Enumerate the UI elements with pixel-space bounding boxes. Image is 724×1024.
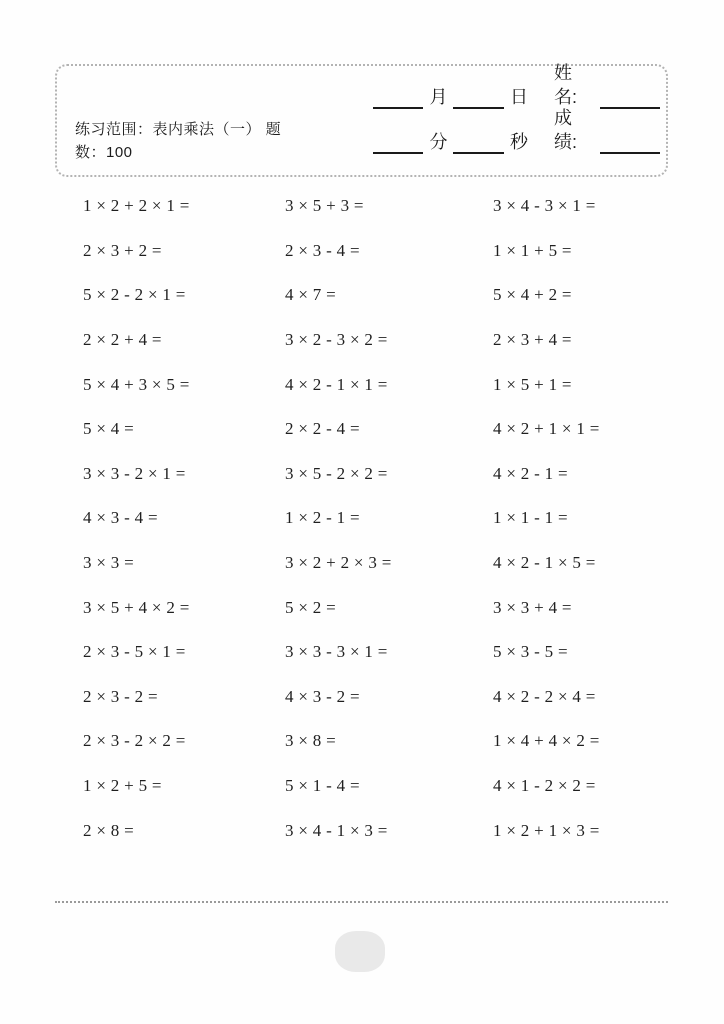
- second-blank: [453, 134, 503, 154]
- problem-cell-r3-c1: 5 × 2 - 2 × 1 =: [83, 285, 186, 305]
- practice-scope: [75, 118, 281, 164]
- problem-cell-r15-c2: 3 × 4 - 1 × 3 =: [285, 820, 388, 840]
- problem-cell-r6-c3: 4 × 2 + 1 × 1 =: [493, 419, 600, 439]
- header-fields: [367, 63, 666, 154]
- problem-cell-r6-c1: 5 × 4 =: [83, 419, 135, 439]
- problems-grid: [83, 184, 673, 853]
- problem-cell-r2-c2: 2 × 3 - 4 =: [285, 240, 360, 260]
- problem-cell-r1-c2: 3 × 5 + 3 =: [285, 196, 364, 216]
- problem-cell-r2-c1: 2 × 3 + 2 =: [83, 240, 162, 260]
- problem-cell-r10-c2: 5 × 2 =: [285, 597, 337, 617]
- problem-cell-r11-c1: 2 × 3 - 5 × 1 =: [83, 642, 186, 662]
- problem-cell-r12-c3: 4 × 2 - 2 × 4 =: [493, 686, 596, 706]
- minute-label: 分: [429, 132, 448, 152]
- problem-cell-r12-c2: 4 × 3 - 2 =: [285, 686, 360, 706]
- second-label: 秒: [509, 132, 528, 152]
- problem-cell-r4-c2: 3 × 2 - 3 × 2 =: [285, 330, 388, 350]
- problem-cell-r9-c3: 4 × 2 - 1 × 5 =: [493, 553, 596, 573]
- problem-cell-r5-c2: 4 × 2 - 1 × 1 =: [285, 374, 388, 394]
- problem-cell-r13-c3: 1 × 4 + 4 × 2 =: [493, 731, 600, 751]
- problem-cell-r15-c3: 1 × 2 + 1 × 3 =: [493, 820, 600, 840]
- day-label: 日: [509, 87, 528, 107]
- month-label: 月: [429, 87, 448, 107]
- name-label: 姓名:: [553, 63, 577, 107]
- problem-cell-r13-c1: 2 × 3 - 2 × 2 =: [83, 731, 186, 751]
- problem-cell-r3-c2: 4 × 7 =: [285, 285, 337, 305]
- problem-cell-r7-c2: 3 × 5 - 2 × 2 =: [285, 463, 388, 483]
- minute-blank: [373, 134, 423, 154]
- score-label: 成绩:: [553, 108, 577, 152]
- problem-cell-r13-c2: 3 × 8 =: [285, 731, 337, 751]
- problem-cell-r7-c1: 3 × 3 - 2 × 1 =: [83, 463, 186, 483]
- problem-cell-r7-c3: 4 × 2 - 1 =: [493, 463, 568, 483]
- problem-cell-r11-c2: 3 × 3 - 3 × 1 =: [285, 642, 388, 662]
- problem-cell-r8-c2: 1 × 2 - 1 =: [285, 508, 360, 528]
- problem-cell-r5-c1: 5 × 4 + 3 × 5 =: [83, 374, 190, 394]
- problem-cell-r1-c1: 1 × 2 + 2 × 1 =: [83, 196, 190, 216]
- problem-cell-r15-c1: 2 × 8 =: [83, 820, 135, 840]
- problem-cell-r4-c3: 2 × 3 + 4 =: [493, 330, 572, 350]
- problem-cell-r14-c1: 1 × 2 + 5 =: [83, 776, 162, 796]
- problem-cell-r4-c1: 2 × 2 + 4 =: [83, 330, 162, 350]
- name-blank: [600, 89, 660, 109]
- header-box: [55, 64, 668, 177]
- date-name-row: [367, 63, 666, 109]
- problem-cell-r8-c3: 1 × 1 - 1 =: [493, 508, 568, 528]
- problem-cell-r1-c3: 3 × 4 - 3 × 1 =: [493, 196, 596, 216]
- problem-cell-r6-c2: 2 × 2 - 4 =: [285, 419, 360, 439]
- problem-cell-r5-c3: 1 × 5 + 1 =: [493, 374, 572, 394]
- scope-line-2: 数：100: [75, 144, 133, 161]
- score-blank: [600, 134, 660, 154]
- scope-line-1: 练习范围：表内乘法（一） 题: [75, 121, 282, 138]
- bottom-separator: [55, 901, 668, 903]
- problem-cell-r2-c3: 1 × 1 + 5 =: [493, 240, 572, 260]
- problem-cell-r14-c2: 5 × 1 - 4 =: [285, 776, 360, 796]
- day-blank: [453, 89, 503, 109]
- problem-cell-r9-c2: 3 × 2 + 2 × 3 =: [285, 553, 392, 573]
- problem-cell-r10-c1: 3 × 5 + 4 × 2 =: [83, 597, 190, 617]
- problem-cell-r11-c3: 5 × 3 - 5 =: [493, 642, 568, 662]
- month-blank: [373, 89, 423, 109]
- problem-cell-r8-c1: 4 × 3 - 4 =: [83, 508, 158, 528]
- problem-cell-r10-c3: 3 × 3 + 4 =: [493, 597, 572, 617]
- problem-cell-r14-c3: 4 × 1 - 2 × 2 =: [493, 776, 596, 796]
- time-score-row: [367, 108, 666, 154]
- page-number-placeholder: [335, 931, 385, 972]
- problem-cell-r3-c3: 5 × 4 + 2 =: [493, 285, 572, 305]
- problem-cell-r12-c1: 2 × 3 - 2 =: [83, 686, 158, 706]
- problem-cell-r9-c1: 3 × 3 =: [83, 553, 135, 573]
